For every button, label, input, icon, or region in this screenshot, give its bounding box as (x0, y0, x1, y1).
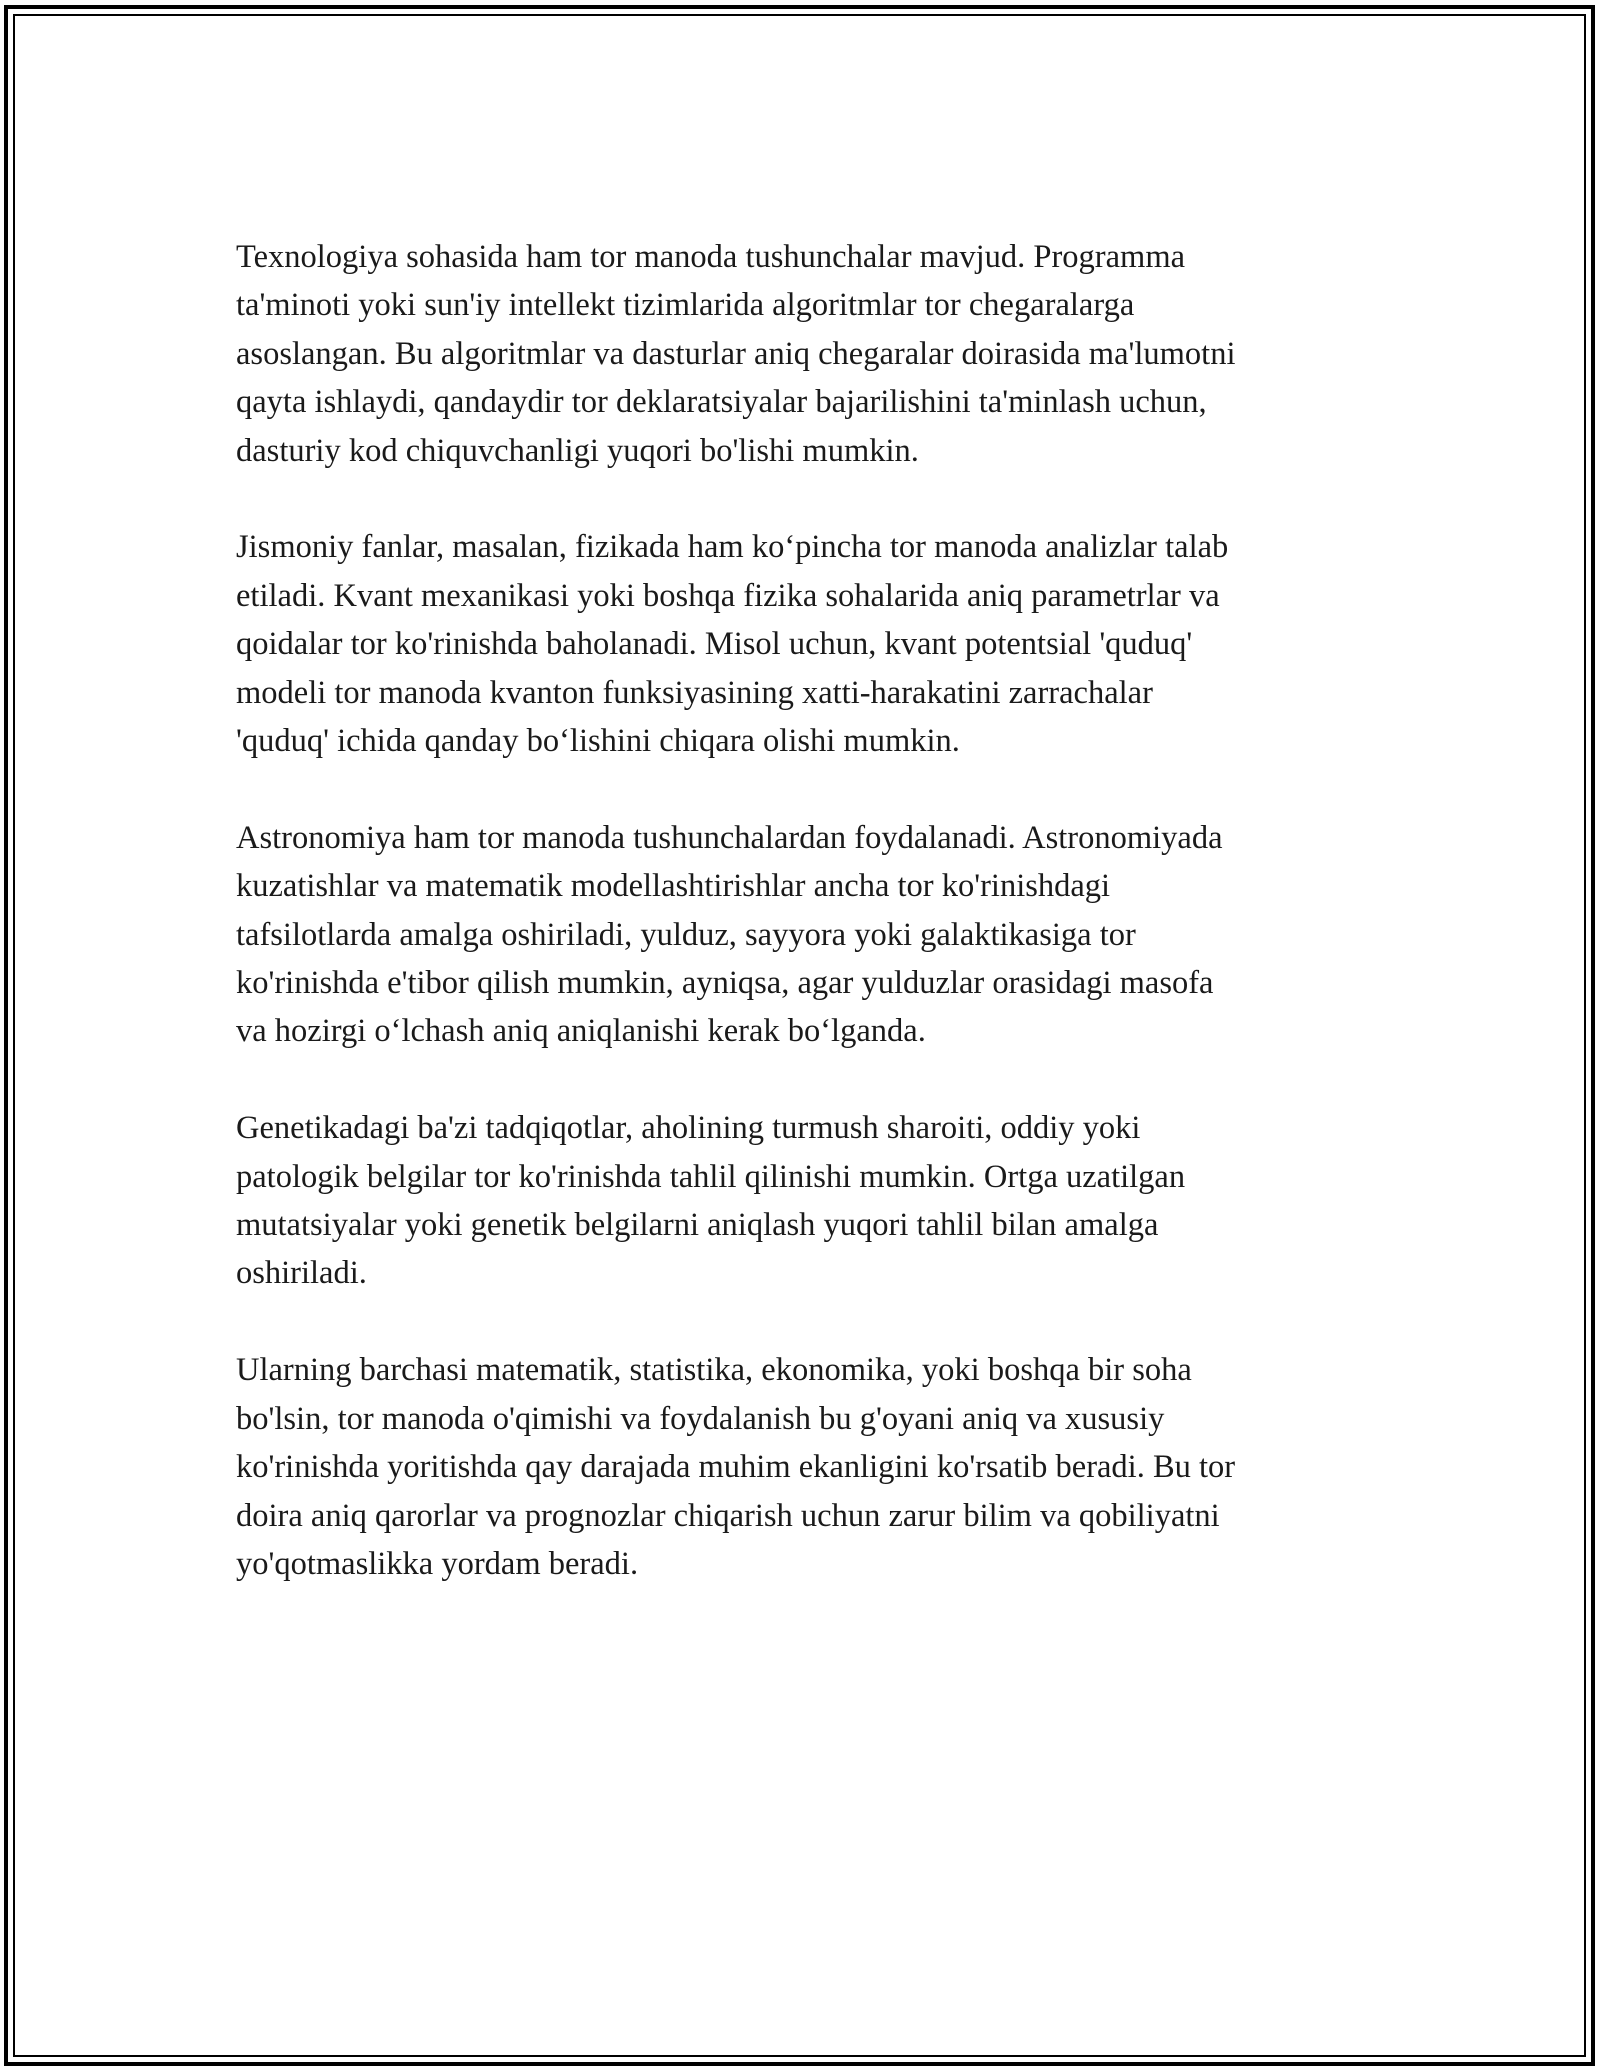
paragraph-physics: Jismoniy fanlar, masalan, fizikada ham ko‘pincha tor manoda analizlar talab etiladi. Kvant mexanikasi yoki boshqa fizika sohalarida aniq parametrlar va qoidalar tor ko'rinishda baholanadi. Misol uchun, kvant potentsial 'quduq' modeli tor manoda kvanton funksiyasining xatti-harakatini zarrachalar 'quduq' ichida qanday bo‘lishini chiqara olishi mumkin. (236, 529, 1229, 760)
paragraph-conclusion: Ularning barchasi matematik, statistika, ekonomika, yoki boshqa bir soha bo'lsin, tor manoda o'qimishi va foydalanish bu g'oyani aniq va xususiy ko'rinishda yoritishda qay darajada muhim ekanligini ko'rsatib beradi. Bu tor doira aniq qarorlar va prognozlar chiqarish uchun zarur bilim va qobiliyatni yo'qotmaslikka yordam beradi. (236, 1352, 1236, 1582)
paragraph-genetics: Genetikadagi ba'zi tadqiqotlar, aholining turmush sharoiti, oddiy yoki patologik belgilar tor ko'rinishda tahlil qilinishi mumkin. Ortga uzatilgan mutatsiyalar yoki genetik belgilarni aniqlash yuqori tahlil bilan amalga oshiriladi. (236, 1110, 1186, 1292)
paragraph-astronomy: Astronomiya ham tor manoda tushunchalardan foydalanadi. Astronomiyada kuzatishlar va matematik modellashtirishlar ancha tor ko'rinishdagi tafsilotlarda amalga oshiriladi, yulduz, sayyora yoki galaktikasiga tor ko'rinishda e'tibor qilish mumkin, ayniqsa, agar yulduzlar orasidagi masofa va hozirgi o‘lchash aniq aniqlanishi kerak bo‘lganda. (236, 819, 1223, 1050)
paragraph-technology: Texnologiya sohasida ham tor manoda tushunchalar mavjud. Programma ta'minoti yoki sun'iy intellekt tizimlarida algoritmlar tor chegaralarga asoslangan. Bu algoritmlar va dasturlar aniq chegaralar doirasida ma'lumotni qayta ishlaydi, qandaydir tor deklaratsiyalar bajarilishini ta'minlash uchun, dasturiy kod chiquvchanligi yuqori bo'lishi mumkin. (236, 239, 1236, 469)
document-body (236, 233, 1366, 1637)
